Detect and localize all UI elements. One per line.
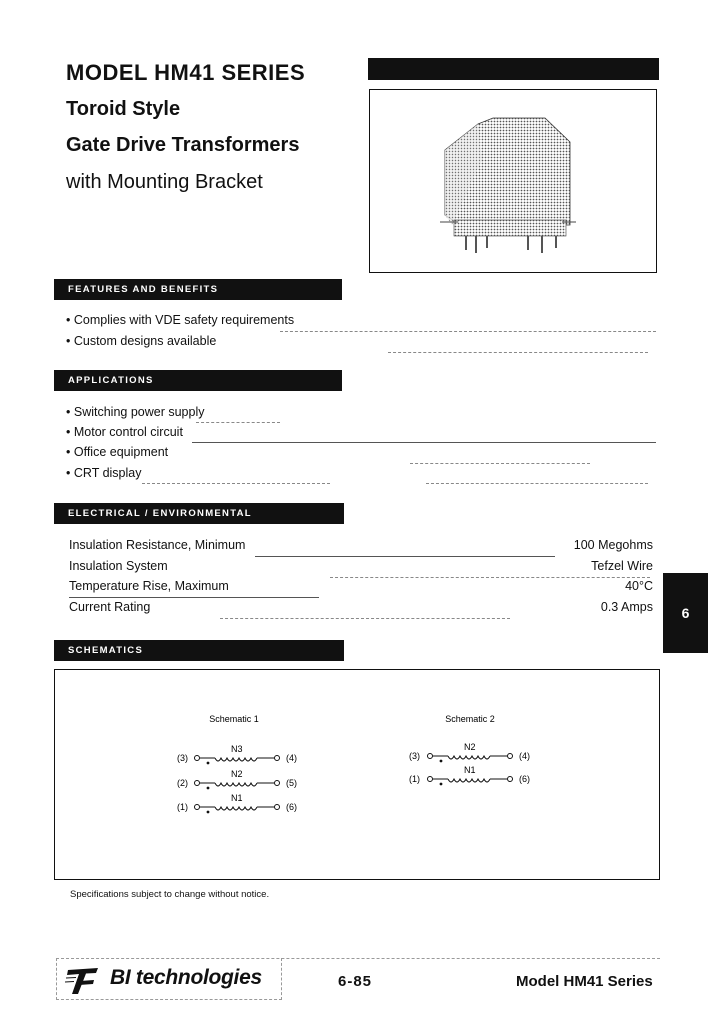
- features-heading: FEATURES AND BENEFITS: [54, 279, 342, 300]
- spec-value: 40°C: [625, 579, 653, 593]
- winding-label: N2: [464, 742, 476, 752]
- schematics-diagram: [55, 670, 658, 878]
- winding-label: N1: [464, 765, 476, 775]
- spec-label: Insulation System: [69, 559, 168, 573]
- specifications-note: Specifications subject to change without notice.: [70, 889, 270, 900]
- feature-item: • Custom designs available: [66, 334, 217, 348]
- page-number: 6-85: [338, 973, 373, 990]
- divider: [142, 483, 330, 484]
- winding-label: N3: [231, 744, 243, 754]
- divider: [388, 352, 648, 353]
- pin-label: (2): [177, 778, 188, 788]
- polarity-dot: [207, 762, 210, 765]
- divider: [196, 422, 280, 423]
- schematic2-title: Schematic 2: [445, 714, 495, 724]
- bi-logo-icon: [64, 964, 104, 1001]
- application-item: • Motor control circuit: [66, 425, 183, 439]
- schematic1-winding-n1: [177, 793, 297, 813]
- pin-label: (4): [286, 753, 297, 763]
- applications-heading: APPLICATIONS: [54, 370, 342, 391]
- company-logo-text: BI technologies: [110, 966, 262, 989]
- spec-label: Temperature Rise, Maximum: [69, 579, 229, 593]
- application-item: • Switching power supply: [66, 405, 205, 419]
- subtitle-toroid-style: Toroid Style: [66, 98, 181, 120]
- divider: [410, 463, 590, 464]
- schematic1-winding-n3: [177, 744, 297, 764]
- schematic2-winding-n1: [409, 765, 530, 785]
- polarity-dot: [207, 787, 210, 790]
- divider: [426, 483, 648, 484]
- feature-item: • Complies with VDE safety requirements: [66, 313, 295, 327]
- subtitle-mounting-bracket: with Mounting Bracket: [66, 171, 263, 193]
- winding-label: N2: [231, 769, 243, 779]
- spec-label: Insulation Resistance, Minimum: [69, 538, 246, 552]
- pin-label: (6): [286, 802, 297, 812]
- polarity-dot: [440, 760, 443, 763]
- spec-leader: [220, 618, 510, 619]
- transformer-image: [370, 90, 655, 271]
- pin-label: (1): [177, 802, 188, 812]
- footer-model-name: Model HM41 Series: [516, 973, 653, 990]
- pin-label: (1): [409, 774, 420, 784]
- winding-label: N1: [231, 793, 243, 803]
- polarity-dot: [207, 811, 210, 814]
- spec-value: Tefzel Wire: [591, 559, 653, 573]
- application-item: • Office equipment: [66, 445, 169, 459]
- title-bar: [368, 58, 659, 80]
- divider: [192, 442, 656, 443]
- pin-label: (3): [177, 753, 188, 763]
- spec-label: Current Rating: [69, 600, 151, 614]
- product-photo: [369, 89, 657, 273]
- spec-value: 0.3 Amps: [600, 600, 653, 614]
- pin-label: (5): [286, 778, 297, 788]
- application-item: • CRT display: [66, 466, 142, 480]
- schematic2-winding-n2: [409, 742, 530, 762]
- spec-leader: [69, 597, 319, 598]
- subtitle-gate-drive: Gate Drive Transformers: [66, 134, 300, 156]
- electrical-heading: ELECTRICAL / ENVIRONMENTAL: [54, 503, 344, 524]
- pin-label: (4): [519, 751, 530, 761]
- model-title: MODEL HM41 SERIES: [66, 60, 306, 85]
- pin-label: (3): [409, 751, 420, 761]
- spec-leader: [255, 556, 555, 557]
- spec-leader: [330, 577, 650, 578]
- schematic1-title: Schematic 1: [209, 714, 259, 724]
- polarity-dot: [440, 783, 443, 786]
- divider: [280, 331, 656, 332]
- pin-label: (6): [519, 774, 530, 784]
- section-tab: 6: [663, 573, 708, 653]
- schematic1-winding-n2: [177, 769, 297, 789]
- schematics-box: [54, 669, 660, 880]
- schematics-heading: SCHEMATICS: [54, 640, 344, 661]
- spec-value: 100 Megohms: [573, 538, 653, 552]
